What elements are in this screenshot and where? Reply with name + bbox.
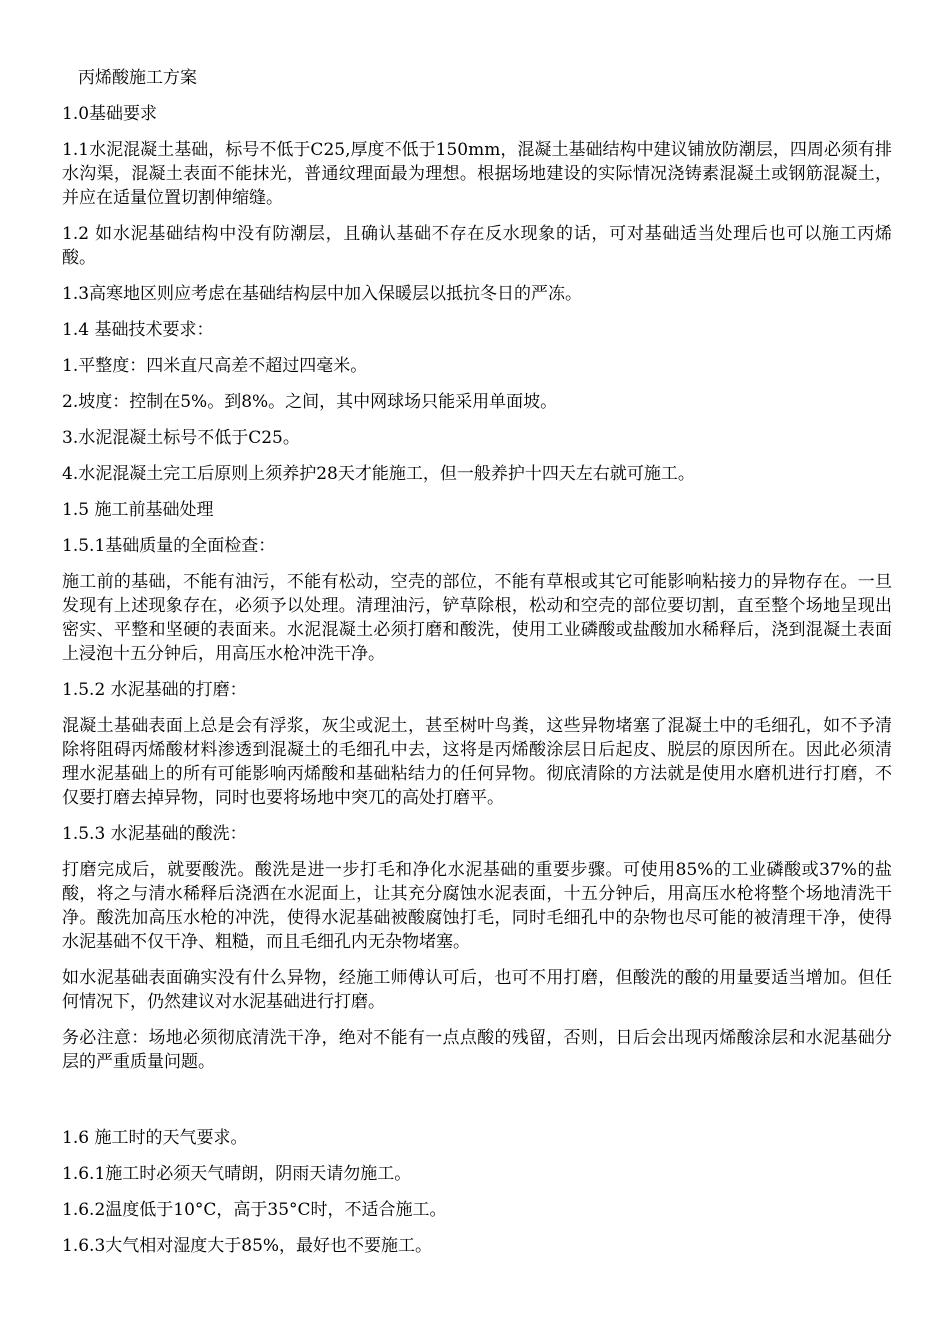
paragraph-1-6-2: 1.6.2温度低于10°C，高于35°C时，不适合施工。 (62, 1200, 447, 1220)
paragraph-acid-wash: 打磨完成后，就要酸洗。酸洗是进一步打毛和净化水泥基础的重要步骤。可使用85%的工业磷酸或37%的盐酸，将之与清水稀释后浇洒在水泥面上，让其充分腐蚀水泥表面，十五分钟后，用高压水枪将整个场地清洗干净。酸洗加高压水枪的冲洗，使得水泥基础被酸腐蚀打毛，同时毛细孔中的杂物也尽可能的被清理干净，使得水泥基础不仅干净、粗糙，而且毛细孔内无杂物堵塞。 (62, 860, 892, 952)
paragraph-warning: 务必注意：场地必须彻底清洗干净，绝对不能有一点点酸的残留，否则，日后会出现丙烯酸涂层和水泥基础分层的严重质量问题。 (62, 1028, 892, 1072)
paragraph-1-6-3: 1.6.3大气相对湿度大于85%，最好也不要施工。 (62, 1236, 433, 1256)
list-item-grade: 3.水泥混凝土标号不低于C25。 (62, 428, 300, 448)
paragraph-1-1: 1.1水泥混凝土基础，标号不低于C25,厚度不低于150mm，混凝土基础结构中建议铺放防潮层，四周必须有排水沟渠，混凝土表面不能抹光，普通纹理面最为理想。根据场地建设的实际情况浇铸素混凝土或钢筋混凝土，并应在适量位置切割伸缩缝。 (62, 140, 892, 208)
paragraph-1-3: 1.3高寒地区则应考虑在基础结构层中加入保暖层以抵抗冬日的严冻。 (62, 284, 583, 304)
section-heading-1-5-3: 1.5.3 水泥基础的酸洗： (62, 824, 247, 844)
section-gap (62, 1086, 892, 1126)
document-page (62, 66, 892, 1270)
list-item-curing: 4.水泥混凝土完工后原则上须养护28天才能施工，但一般养护十四天左右就可施工。 (62, 464, 695, 484)
section-heading-1-6: 1.6 施工时的天气要求。 (62, 1128, 248, 1148)
paragraph-inspection: 施工前的基础，不能有油污，不能有松动，空壳的部位，不能有草根或其它可能影响粘接力的异物存在。一旦发现有上述现象存在，必须予以处理。清理油污，铲草除根，松动和空壳的部位要切割，直至整个场地呈现出密实、平整和坚硬的表面来。水泥混凝土必须打磨和酸洗，使用工业磷酸或盐酸加水稀释后，浇到混凝土表面上浸泡十五分钟后，用高压水枪冲洗干净。 (62, 572, 892, 664)
list-item-slope: 2.坡度：控制在5%。到8%。之间，其中网球场只能采用单面坡。 (62, 392, 558, 412)
section-heading-1-5-1: 1.5.1基础质量的全面检查： (62, 536, 276, 556)
paragraph-grinding: 混凝土基础表面上总是会有浮浆，灰尘或泥土，甚至树叶鸟粪，这些异物堵塞了混凝土中的毛细孔，如不予清除将阻碍丙烯酸材料渗透到混凝土的毛细孔中去，这将是丙烯酸涂层日后起皮、脱层的原因所在。因此必须清理水泥基础上的所有可能影响丙烯酸和基础粘结力的任何异物。彻底清除的方法就是使用水磨机进行打磨，不仅要打磨去掉异物，同时也要将场地中突兀的高处打磨平。 (62, 716, 892, 808)
document-title: 丙烯酸施工方案 (78, 68, 197, 88)
list-item-flatness: 1.平整度：四米直尺高差不超过四毫米。 (62, 356, 368, 376)
section-heading-1-5-2: 1.5.2 水泥基础的打磨： (62, 680, 247, 700)
section-heading-1-5: 1.5 施工前基础处理 (62, 500, 214, 520)
paragraph-1-2: 1.2 如水泥基础结构中没有防潮层，且确认基础不存在反水现象的话，可对基础适当处理后也可以施工丙烯酸。 (62, 224, 892, 268)
paragraph-1-6-1: 1.6.1施工时必须天气晴朗，阴雨天请勿施工。 (62, 1164, 412, 1184)
section-heading-1-0: 1.0基础要求 (62, 104, 158, 124)
paragraph-no-grinding: 如水泥基础表面确实没有什么异物，经施工师傅认可后，也可不用打磨，但酸洗的酸的用量要适当增加。但任何情况下，仍然建议对水泥基础进行打磨。 (62, 968, 892, 1012)
section-heading-1-4: 1.4 基础技术要求： (62, 320, 214, 340)
